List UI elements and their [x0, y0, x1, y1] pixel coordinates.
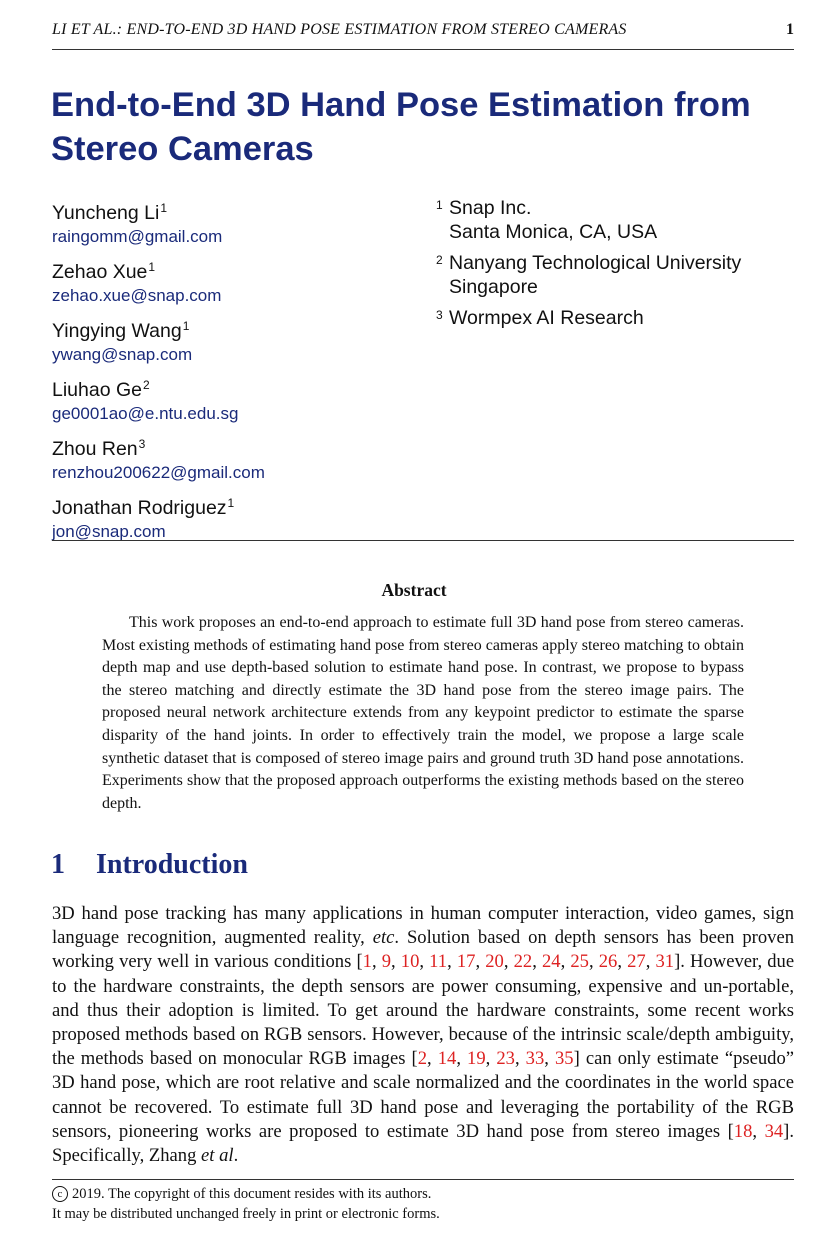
affiliation-mark: 3 — [436, 308, 443, 322]
intro-text: ] can only estimate “pseudo” 3D hand pose, which are root relative and scale normalized and the coordinates in the world space cannot be recovered. To estimate full 3D hand pose and leveraging the portability of the RGB sensors, pioneering works are proposed to estimate 3D hand pose from stereo images [ — [52, 1048, 795, 1142]
author-name: Zehao Xue — [52, 261, 148, 283]
affiliation-line: Santa Monica, CA, USA — [449, 221, 658, 243]
author-entry — [52, 373, 432, 426]
author-affil-mark: 2 — [143, 378, 150, 392]
section-title: Introduction — [96, 849, 248, 880]
running-header — [52, 21, 794, 39]
author-name: Zhou Ren — [52, 438, 138, 460]
author-list — [52, 196, 432, 550]
author-name: Yingying Wang — [52, 320, 182, 342]
citation-link[interactable]: 34 — [764, 1120, 784, 1142]
citation-link[interactable]: 11 — [429, 951, 448, 973]
section-heading — [51, 849, 248, 881]
section-number: 1 — [51, 849, 65, 880]
intro-text: . — [233, 1145, 239, 1167]
author-entry — [52, 491, 432, 544]
affiliation-mark: 1 — [436, 198, 443, 212]
citation-link[interactable]: 33 — [525, 1048, 545, 1070]
copyright-icon: c — [52, 1186, 68, 1202]
title-line-2: Stereo Cameras — [51, 130, 314, 168]
citation-link[interactable]: 22 — [513, 951, 533, 973]
author-entry — [52, 255, 432, 308]
affiliation-line: Snap Inc. — [449, 197, 532, 219]
citation-link[interactable]: 27 — [627, 951, 646, 973]
copyright-footer — [52, 1184, 794, 1224]
citation-link[interactable]: 1 — [362, 951, 372, 973]
citation-link[interactable]: 18 — [733, 1120, 753, 1142]
citation-link[interactable]: 20 — [485, 951, 504, 973]
author-name: Jonathan Rodriguez — [52, 497, 227, 519]
intro-text: 3D hand pose tracking has many applications in human computer interaction, video games, sign language recognition, augmented reality, — [52, 903, 794, 949]
citation-group: 2, 14, 19, 23, 33, 35 — [417, 1048, 574, 1070]
footer-line-1: 2019. The copyright of this document resides with its authors. — [72, 1186, 432, 1202]
author-affil-mark: 3 — [138, 437, 146, 451]
intro-text: . Solution based on depth sensors has been proven working very well in various conditions [ — [52, 927, 794, 973]
author-entry — [52, 196, 432, 249]
author-name: Liuhao Ge — [52, 379, 142, 401]
author-entry — [52, 432, 432, 485]
page-number: 1 — [786, 21, 794, 38]
affiliation-mark: 2 — [436, 253, 443, 267]
title-line-1: End-to-End 3D Hand Pose Estimation from — [51, 86, 751, 124]
author-entry — [52, 314, 432, 367]
citation-link[interactable]: 31 — [655, 951, 675, 973]
citation-link[interactable]: 17 — [456, 951, 476, 973]
citation-group: 18, 34 — [733, 1120, 784, 1142]
affiliation-line: Wormpex AI Research — [449, 307, 644, 329]
header-rule — [52, 49, 794, 50]
citation-link[interactable]: 23 — [496, 1048, 515, 1070]
intro-paragraph — [52, 902, 794, 1168]
intro-text: ]. Specifically, Zhang — [52, 1120, 794, 1167]
footer-line-2: It may be distributed unchanged freely in print or electronic forms. — [52, 1206, 440, 1222]
abstract-heading: Abstract — [381, 580, 447, 600]
affiliation-entry — [436, 306, 796, 330]
citation-link[interactable]: 35 — [554, 1048, 574, 1070]
affiliation-entry — [436, 251, 796, 299]
author-affil-mark: 1 — [160, 201, 168, 215]
author-affil-mark: 1 — [182, 319, 190, 333]
author-email[interactable]: jon@snap.com — [52, 522, 166, 541]
footer-rule — [52, 1179, 794, 1180]
citation-link[interactable]: 26 — [598, 951, 618, 973]
affiliation-line: Singapore — [449, 276, 538, 298]
citation-link[interactable]: 2 — [417, 1048, 428, 1070]
citation-link[interactable]: 25 — [570, 951, 589, 973]
affiliation-list — [436, 196, 796, 337]
citation-group: 1, 9, 10, 11, 17, 20, 22, 24, 25, 26, 27, 31 — [362, 951, 675, 973]
citation-link[interactable]: 24 — [541, 951, 561, 973]
author-email[interactable]: zehao.xue@snap.com — [52, 286, 222, 305]
citation-link[interactable]: 14 — [437, 1048, 457, 1070]
author-name: Yuncheng Li — [52, 202, 160, 224]
intro-text-italic: et al — [201, 1145, 234, 1167]
author-affil-mark: 1 — [148, 260, 156, 274]
author-email[interactable]: ge0001ao@e.ntu.edu.sg — [52, 404, 239, 423]
citation-link[interactable]: 9 — [381, 951, 392, 973]
author-email[interactable]: ywang@snap.com — [52, 345, 193, 364]
author-email[interactable]: raingomm@gmail.com — [52, 227, 223, 246]
citation-link[interactable]: 19 — [467, 1048, 486, 1070]
intro-text: ]. However, due to the hardware constraints, the depth sensors are power consuming, expensive and un-portable, and thus their adoption is limited. To get around the hardware constraints, some recent works proposed methods based on RGB sensors. However, because of the intrinsic scale/depth ambiguity, the methods based on monocular RGB images [ — [52, 951, 795, 1070]
paper-title — [51, 83, 791, 171]
abstract-body: This work proposes an end-to-end approach to estimate full 3D hand pose from stereo cameras. Most existing methods of estimating hand pose from stereo cameras apply stereo matching to obtain depth map and use depth-based solution to estimate hand pose. In contrast, we propose to bypass the stereo matching and directly estimate the 3D hand pose from the stereo image pairs. The proposed neural network architecture extends from any keypoint predictor to estimate the sparse disparity of the hand joints. In order to effectively train the model, we propose a large scale synthetic dataset that is composed of stereo image pairs and ground truth 3D hand pose annotations. Experiments show that the proposed approach outperforms the existing methods based on the stereo depth. — [102, 614, 744, 812]
title-block-rule — [52, 540, 794, 541]
running-title: LI ET AL.: END-TO-END 3D HAND POSE ESTIMATION FROM STEREO CAMERAS — [52, 21, 627, 38]
author-affil-mark: 1 — [227, 496, 235, 510]
affiliation-entry — [436, 196, 796, 244]
citation-link[interactable]: 10 — [400, 951, 420, 973]
affiliation-line: Nanyang Technological University — [449, 252, 742, 274]
author-email[interactable]: renzhou200622@gmail.com — [52, 463, 265, 482]
intro-text-italic: etc — [372, 927, 395, 949]
